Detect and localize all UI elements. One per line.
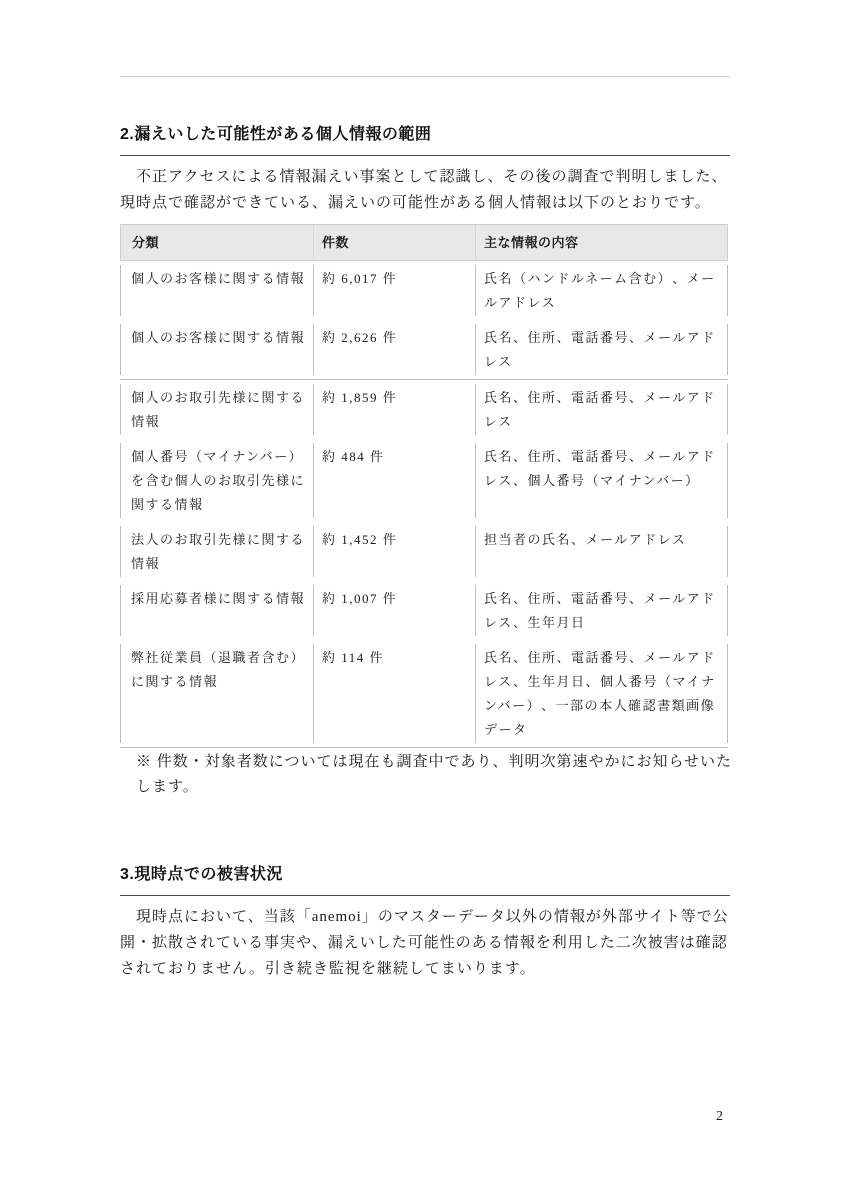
- table-cell-count: 約 6,017 件: [313, 261, 475, 320]
- table-cell-category: 個人番号（マイナンバー）を含む個人のお取引先様に関する情報: [120, 439, 313, 522]
- table-row: [120, 379, 728, 439]
- table-cell-content: 氏名、住所、電話番号、メールアドレス: [475, 320, 728, 379]
- table-cell-content: 氏名（ハンドルネーム含む）、メールアドレス: [475, 261, 728, 320]
- table-cell-category: 法人のお取引先様に関する情報: [120, 522, 313, 581]
- table-cell-count: 約 114 件: [313, 640, 475, 748]
- section3-heading-underline: [120, 895, 730, 896]
- table-cell-content: 担当者の氏名、メールアドレス: [475, 522, 728, 581]
- table-header-count: 件数: [313, 224, 475, 261]
- table-cell-content: 氏名、住所、電話番号、メールアドレス、生年月日: [475, 581, 728, 640]
- top-rule: [120, 76, 730, 77]
- section3-heading: 3.現時点での被害状況: [120, 866, 283, 883]
- table-cell-category: 個人のお客様に関する情報: [120, 320, 313, 379]
- table-cell-content: 氏名、住所、電話番号、メールアドレス、生年月日、個人番号（マイナンバー）、一部の本人確認書類画像データ: [475, 640, 728, 748]
- table-cell-count: 約 1,452 件: [313, 522, 475, 581]
- personal-info-table: [120, 224, 728, 748]
- table-cell-category: 個人のお取引先様に関する情報: [120, 379, 313, 439]
- table-cell-count: 約 1,007 件: [313, 581, 475, 640]
- table-cell-content: 氏名、住所、電話番号、メールアドレス: [475, 379, 728, 439]
- table-cell-category: 採用応募者様に関する情報: [120, 581, 313, 640]
- table-note: ※ 件数・対象者数については現在も調査中であり、判明次第速やかにお知らせいたします。: [136, 754, 733, 795]
- section2-heading: 2.漏えいした可能性がある個人情報の範囲: [120, 126, 432, 143]
- section3-paragraph: 現時点において、当該「anemoi」のマスターデータ以外の情報が外部サイト等で公開・拡散されている事実や、漏えいした可能性のある情報を利用した二次被害は確認されておりません。引き続き監視を継続してまいります。: [120, 909, 729, 977]
- section2-paragraph: 不正アクセスによる情報漏えい事案として認識し、その後の調査で判明しました、現時点で確認ができている、漏えいの可能性がある個人情報は以下のとおりです。: [120, 169, 728, 211]
- table-row: [120, 581, 728, 640]
- table-header-content: 主な情報の内容: [475, 224, 728, 261]
- table-cell-count: 約 1,859 件: [313, 379, 475, 439]
- table-row: [120, 640, 728, 748]
- table-row: [120, 261, 728, 320]
- table-cell-count: 約 484 件: [313, 439, 475, 522]
- table-cell-category: 弊社従業員（退職者含む）に関する情報: [120, 640, 313, 748]
- table-row: [120, 522, 728, 581]
- table-row: [120, 439, 728, 522]
- section2-heading-underline: [120, 155, 730, 156]
- page-number: 2: [716, 1109, 723, 1124]
- table-cell-content: 氏名、住所、電話番号、メールアドレス、個人番号（マイナンバー）: [475, 439, 728, 522]
- table-header-row: [120, 224, 728, 261]
- table-header-category: 分類: [120, 224, 313, 261]
- table-cell-count: 約 2,626 件: [313, 320, 475, 379]
- table-row: [120, 320, 728, 379]
- table-cell-category: 個人のお客様に関する情報: [120, 261, 313, 320]
